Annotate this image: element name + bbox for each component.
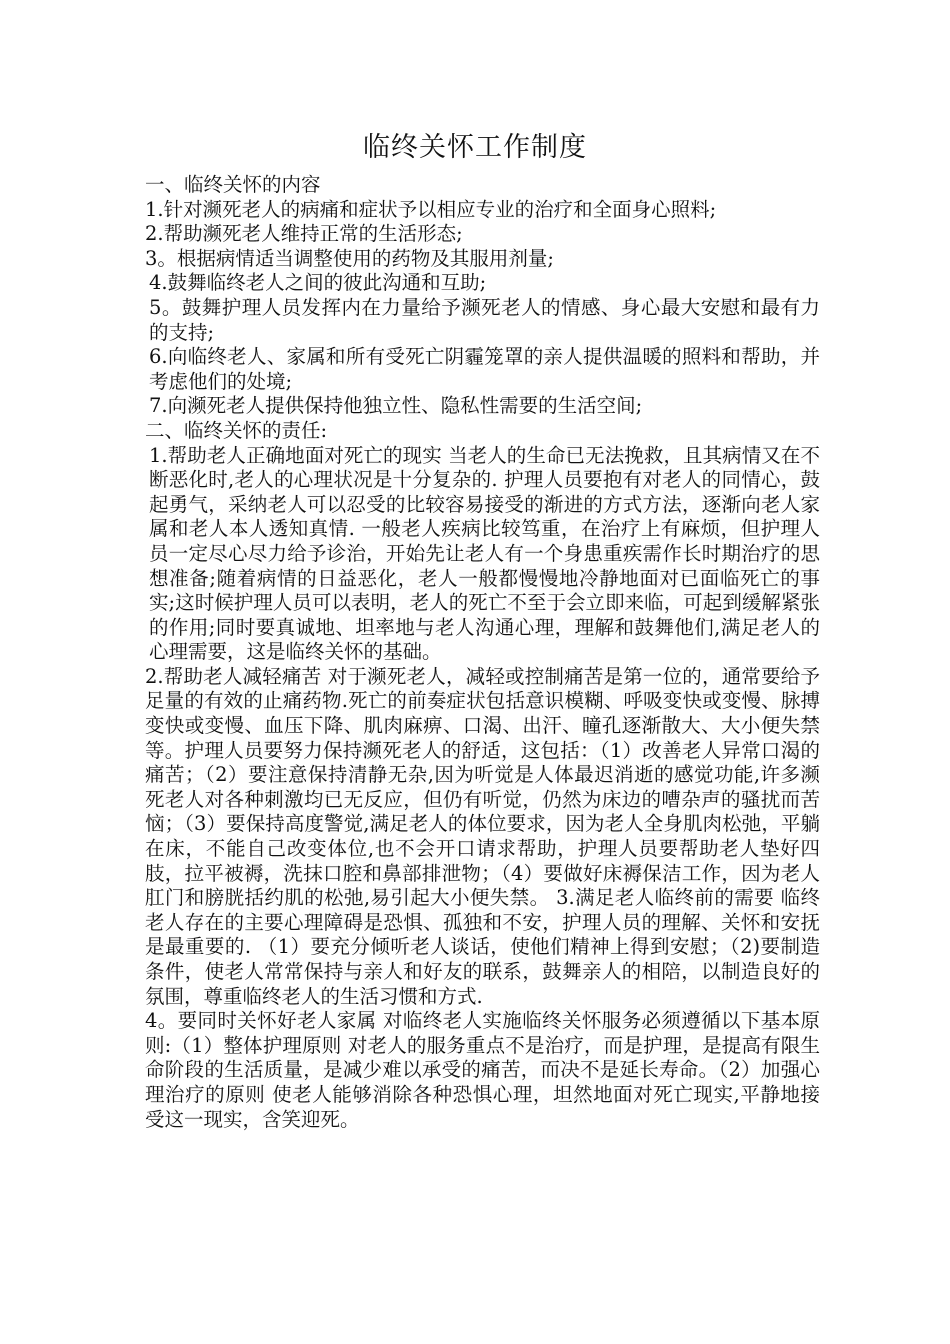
- list-item: 4.鼓舞临终老人之间的彼此沟通和互助;: [149, 271, 487, 295]
- list-item: 6.向临终老人、家属和所有受死亡阴霾笼罩的亲人提供温暖的照料和帮助，并考虑他们的处境;: [149, 345, 820, 393]
- body-paragraph: 1.帮助老人正确地面对死亡的现实 当老人的生命已无法挽救，且其病情又在不断恶化时,老人的心理状况是十分复杂的. 护理人员要抱有对老人的同情心，鼓起勇气，采纳老人可以忍受的比较容易接受的渐进的方式方法，逐渐向老人家属和老人本人透知真情. 一般老人疾病比较笃重，在治疗上有麻烦，但护理人员一定尽心尽力给予诊治，开始先让老人有一个身患重疾需作长时期治疗的思想准备;随着病情的日益恶化，老人一般都慢慢地冷静地面对已面临死亡的事实;这时候护理人员可以表明，老人的死亡不至于会立即来临，可起到缓解紧张的作用;同时要真诚地、坦率地与老人沟通心理，理解和鼓舞他们,满足老人的心理需要，这是临终关怀的基础。: [149, 443, 820, 664]
- document-body: [145, 173, 820, 1132]
- list-item: 7.向濒死老人提供保持他独立性、隐私性需要的生活空间;: [149, 394, 643, 418]
- list-item: 5。鼓舞护理人员发挥内在力量给予濒死老人的情感、身心最大安慰和最有力的支持;: [149, 295, 820, 344]
- section-heading-content: 一、临终关怀的内容: [145, 173, 321, 196]
- list-item: 3。根据病情适当调整使用的药物及其服用剂量;: [145, 246, 554, 270]
- body-paragraph: 2.帮助老人减轻痛苦 对于濒死老人，减轻或控制痛苦是第一位的，通常要给予足量的有效的止痛药物.死亡的前奏症状包括意识模糊、呼吸变快或变慢、脉搏变快或变慢、血压下降、肌肉麻痹、口渴、出汗、瞳孔逐渐散大、大小便失禁等。护理人员要努力保持濒死老人的舒适，这包括：（1）改善老人异常口渴的痛苦；（2）要注意保持清静无杂,因为听觉是人体最迟消逝的感觉功能,许多濒死老人对各种刺激均已无反应，但仍有听觉，仍然为床边的嘈杂声的骚扰而苦恼；（3）要保持高度警觉,满足老人的体位要求，因为老人全身肌肉松弛，平躺在床，不能自己改变体位,也不会开口请求帮助，护理人员要帮助老人垫好四肢，拉平被褥，洗抹口腔和鼻部排泄物；（4）要做好床褥保洁工作，因为老人肛门和膀胱括约肌的松弛,易引起大小便失禁。 3.满足老人临终前的需要 临终老人存在的主要心理障碍是恐惧、孤独和不安，护理人员的理解、关怀和安抚是最重要的. （1）要充分倾听老人谈话，使他们精神上得到安慰；（2)要制造条件，使老人常常保持与亲人和好友的联系，鼓舞亲人的相陪，以制造良好的氛围，尊重临终老人的生活习惯和方式.: [145, 664, 820, 1008]
- list-item: 2.帮助濒死老人维持正常的生活形态;: [145, 222, 463, 246]
- body-paragraph: 4。要同时关怀好老人家属 对临终老人实施临终关怀服务必须遵循以下基本原则:（1）整体护理原则 对老人的服务重点不是治疗，而是护理，是提高有限生命阶段的生活质量，是减少难以承受的痛苦，而决不是延长寿命。（2）加强心理治疗的原则 使老人能够消除各种恐惧心理，坦然地面对死亡现实,平静地接受这一现实，含笑迎死。: [145, 1009, 820, 1131]
- document-title: 临终关怀工作制度: [363, 132, 587, 163]
- list-item: 1.针对濒死老人的病痛和症状予以相应专业的治疗和全面身心照料;: [145, 197, 717, 221]
- section-heading-responsibility: 二、临终关怀的责任:: [145, 418, 328, 442]
